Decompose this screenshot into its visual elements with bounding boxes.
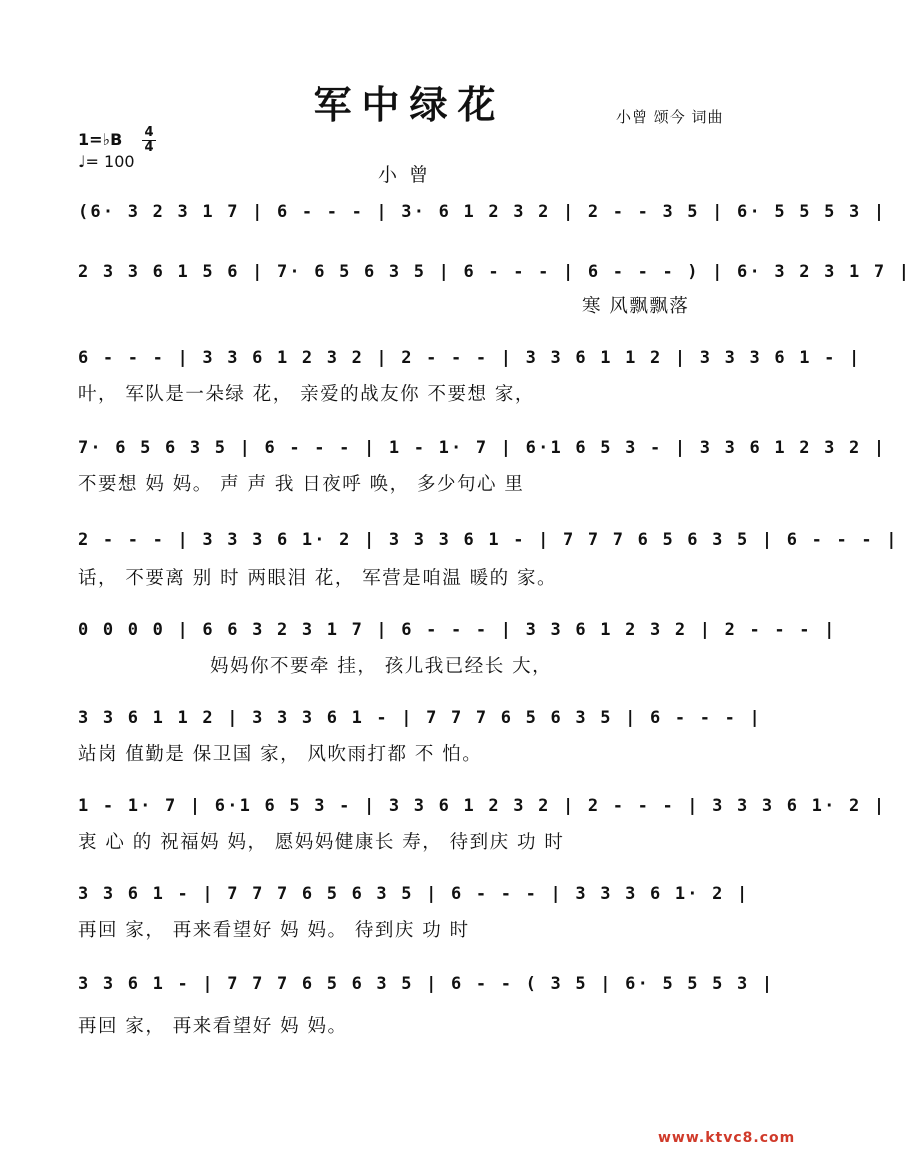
notation-line-2: 2 3 3 6 1 5 6 | 7· 6 5 6 3 5 | 6 - - - | 6 - - - ) | 6· 3 2 3 1 7 | <box>78 262 911 282</box>
watermark-url: www.ktvc8.com <box>658 1130 796 1146</box>
notation-line-10: 3 3 6 1 - | 7 7 7 6 5 6 3 5 | 6 - - ( 3 5 | 6· 5 5 5 3 | <box>78 974 775 994</box>
lyrics-line-5: 话， 不要离 别 时 两眼泪 花， 军营是咱温 暖的 家。 <box>78 568 558 589</box>
meter-top: 4 <box>142 126 156 141</box>
notation-line-5: 2 - - - | 3 3 3 6 1· 2 | 3 3 3 6 1 - | 7 7 7 6 5 6 3 5 | 6 - - - | <box>78 530 899 550</box>
lyrics-line-6: 妈妈你不要牵 挂， 孩儿我已经长 大， <box>210 656 553 677</box>
notation-line-1: (6· 3 2 3 1 7 | 6 - - - | 3· 6 1 2 3 2 | 2 - - 3 5 | 6· 5 5 5 3 | <box>78 202 887 222</box>
key-signature: 1=♭B <box>78 130 123 149</box>
lyrics-line-3: 叶， 军队是一朵绿 花， 亲爱的战友你 不要想 家， <box>78 384 535 405</box>
time-signature <box>142 126 156 155</box>
notation-line-3: 6 - - - | 3 3 6 1 2 3 2 | 2 - - - | 3 3 6 1 1 2 | 3 3 3 6 1 - | <box>78 348 862 368</box>
lyrics-line-1: 寒 风飘飘落 <box>582 296 690 317</box>
lyrics-line-7: 站岗 值勤是 保卫国 家， 风吹雨打都 不 怕。 <box>78 744 483 765</box>
notation-line-9: 3 3 6 1 - | 7 7 7 6 5 6 3 5 | 6 - - - | 3 3 3 6 1· 2 | <box>78 884 750 904</box>
lyrics-line-8: 衷 心 的 祝福妈 妈， 愿妈妈健康长 寿， 待到庆 功 时 <box>78 832 565 853</box>
credit-text: 小曾 颂今 词曲 <box>616 108 724 126</box>
lyrics-line-10: 再回 家， 再来看望好 妈 妈。 <box>78 1016 348 1037</box>
meter-bottom: 4 <box>144 140 154 155</box>
singer-label: 小曾 <box>378 164 441 186</box>
lyrics-line-4: 不要想 妈 妈。 声 声 我 日夜呼 唤， 多少句心 里 <box>78 474 525 495</box>
lyrics-line-9: 再回 家， 再来看望好 妈 妈。 待到庆 功 时 <box>78 920 470 941</box>
notation-line-7: 3 3 6 1 1 2 | 3 3 3 6 1 - | 7 7 7 6 5 6 3 5 | 6 - - - | <box>78 708 762 728</box>
tempo-marking: ♩= 100 <box>78 152 135 171</box>
notation-line-6: 0 0 0 0 | 6 6 3 2 3 1 7 | 6 - - - | 3 3 6 1 2 3 2 | 2 - - - | <box>78 620 837 640</box>
notation-line-4: 7· 6 5 6 3 5 | 6 - - - | 1 - 1· 7 | 6·1 6 5 3 - | 3 3 6 1 2 3 2 | <box>78 438 887 458</box>
song-title: 军中绿花 <box>313 82 506 127</box>
notation-line-8: 1 - 1· 7 | 6·1 6 5 3 - | 3 3 6 1 2 3 2 | 2 - - - | 3 3 3 6 1· 2 | <box>78 796 887 816</box>
